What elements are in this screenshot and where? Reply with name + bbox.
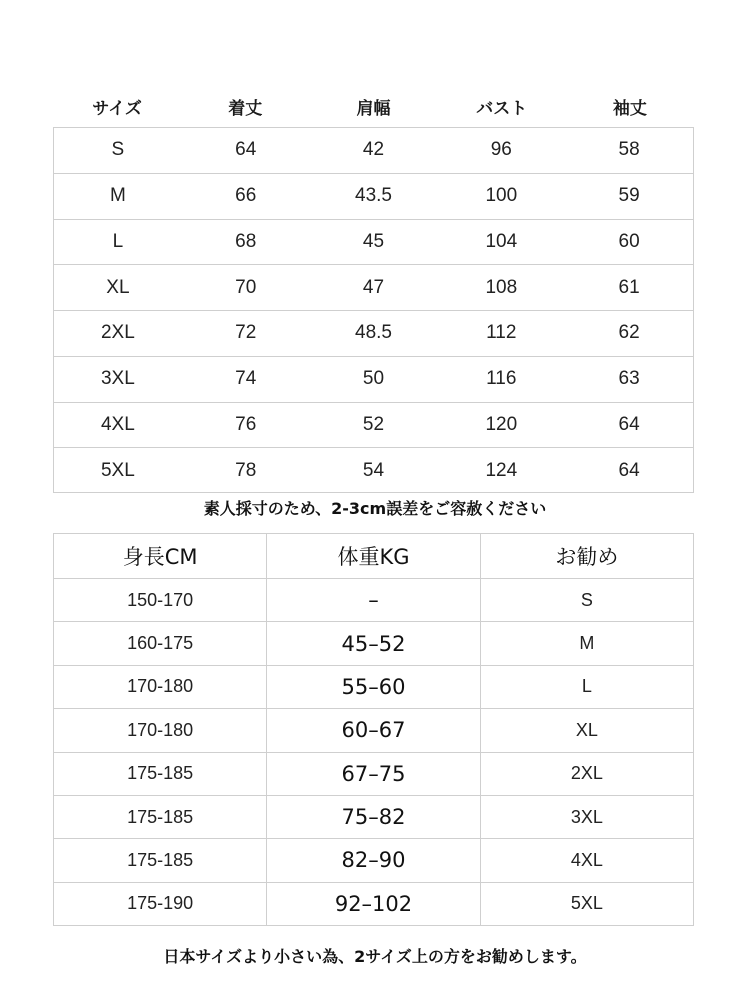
- header-height: 身長CM: [54, 534, 267, 579]
- bust-cell: 120: [485, 413, 518, 435]
- shoulder-cell: 54: [362, 460, 385, 482]
- recommended-size-cell: 2XL: [480, 752, 693, 795]
- recommended-size-cell: 5XL: [480, 882, 693, 925]
- sleeve-cell: 58: [618, 139, 640, 161]
- table-row: [54, 403, 693, 449]
- weight-cell: 60–67: [267, 709, 480, 752]
- recommended-size-cell: L: [480, 665, 693, 708]
- header-recommended: お勧め: [480, 534, 693, 579]
- weight-cell: 82–90: [267, 839, 480, 882]
- height-cell: 150-170: [54, 579, 267, 622]
- length-cell: 74: [235, 368, 257, 390]
- weight-cell: 92–102: [267, 882, 480, 925]
- length-cell: 66: [235, 185, 257, 207]
- header-bust: バスト: [476, 98, 528, 119]
- table-row: [54, 220, 693, 266]
- weight-cell: 75–82: [267, 795, 480, 838]
- weight-cell: 45–52: [267, 622, 480, 665]
- table-row: [54, 579, 694, 622]
- length-cell: 70: [235, 276, 257, 298]
- table-row: [54, 311, 693, 357]
- shoulder-cell: 43.5: [355, 185, 392, 207]
- table-row: [54, 128, 693, 174]
- height-cell: 170-180: [54, 665, 267, 708]
- height-cell: 175-185: [54, 795, 267, 838]
- table-row: [54, 622, 694, 665]
- height-cell: 160-175: [54, 622, 267, 665]
- sleeve-cell: 61: [618, 276, 640, 298]
- length-cell: 72: [235, 322, 257, 344]
- size-chart-table: [53, 127, 694, 493]
- table-row: [54, 665, 694, 708]
- table-row: [54, 839, 694, 882]
- size-cell: 2XL: [100, 322, 135, 344]
- header-size: サイズ: [92, 98, 142, 119]
- header-weight: 体重KG: [267, 534, 480, 579]
- size-cell: 5XL: [100, 460, 135, 482]
- size-cell: M: [109, 185, 126, 207]
- recommended-size-cell: 4XL: [480, 839, 693, 882]
- sleeve-cell: 63: [618, 368, 640, 390]
- table-row: [54, 795, 694, 838]
- sleeve-cell: 60: [618, 230, 640, 252]
- recommended-size-cell: 3XL: [480, 795, 693, 838]
- table-row: [54, 357, 693, 403]
- sleeve-cell: 62: [618, 322, 640, 344]
- sleeve-cell: 59: [618, 185, 640, 207]
- recommended-size-cell: M: [480, 622, 693, 665]
- length-cell: 68: [235, 230, 257, 252]
- bust-cell: 116: [486, 368, 517, 390]
- table-row: [54, 174, 693, 220]
- bust-cell: 112: [486, 322, 517, 344]
- header-shoulder: 肩幅: [356, 98, 391, 119]
- size-cell: S: [111, 139, 125, 161]
- size-cell: L: [112, 230, 124, 252]
- height-cell: 175-185: [54, 839, 267, 882]
- sleeve-cell: 64: [618, 460, 640, 482]
- shoulder-cell: 52: [362, 413, 385, 435]
- size-cell: XL: [106, 276, 130, 298]
- size-advice-note: 日本サイズより小さい為、2サイズ上の方をお勧めします。: [163, 947, 587, 966]
- shoulder-cell: 42: [362, 139, 385, 161]
- weight-cell: –: [267, 579, 480, 622]
- length-cell: 78: [235, 460, 257, 482]
- shoulder-cell: 45: [362, 230, 385, 252]
- recommendation-table: [53, 533, 694, 926]
- height-cell: 170-180: [54, 709, 267, 752]
- bust-cell: 104: [485, 230, 518, 252]
- table-row: [54, 752, 694, 795]
- recommended-size-cell: S: [480, 579, 693, 622]
- weight-cell: 67–75: [267, 752, 480, 795]
- sleeve-cell: 64: [618, 413, 640, 435]
- recommendation-header-row: [54, 534, 694, 579]
- size-cell: 4XL: [100, 413, 135, 435]
- bust-cell: 96: [490, 139, 512, 161]
- measurement-note: 素人採寸のため、2-3cm誤差をご容赦ください: [203, 499, 547, 518]
- header-sleeve: 袖丈: [612, 98, 647, 119]
- table-row: [54, 709, 694, 752]
- size-cell: 3XL: [100, 368, 135, 390]
- weight-cell: 55–60: [267, 665, 480, 708]
- height-cell: 175-185: [54, 752, 267, 795]
- shoulder-cell: 48.5: [355, 322, 392, 344]
- recommended-size-cell: XL: [480, 709, 693, 752]
- shoulder-cell: 50: [362, 368, 385, 390]
- size-chart-header: [53, 86, 694, 126]
- bust-cell: 108: [485, 276, 518, 298]
- table-row: [54, 265, 693, 311]
- shoulder-cell: 47: [362, 276, 385, 298]
- table-row: [54, 448, 693, 494]
- length-cell: 76: [235, 413, 257, 435]
- bust-cell: 124: [485, 460, 518, 482]
- bust-cell: 100: [485, 185, 518, 207]
- height-cell: 175-190: [54, 882, 267, 925]
- header-length: 着丈: [228, 98, 263, 119]
- length-cell: 64: [235, 139, 257, 161]
- table-row: [54, 882, 694, 925]
